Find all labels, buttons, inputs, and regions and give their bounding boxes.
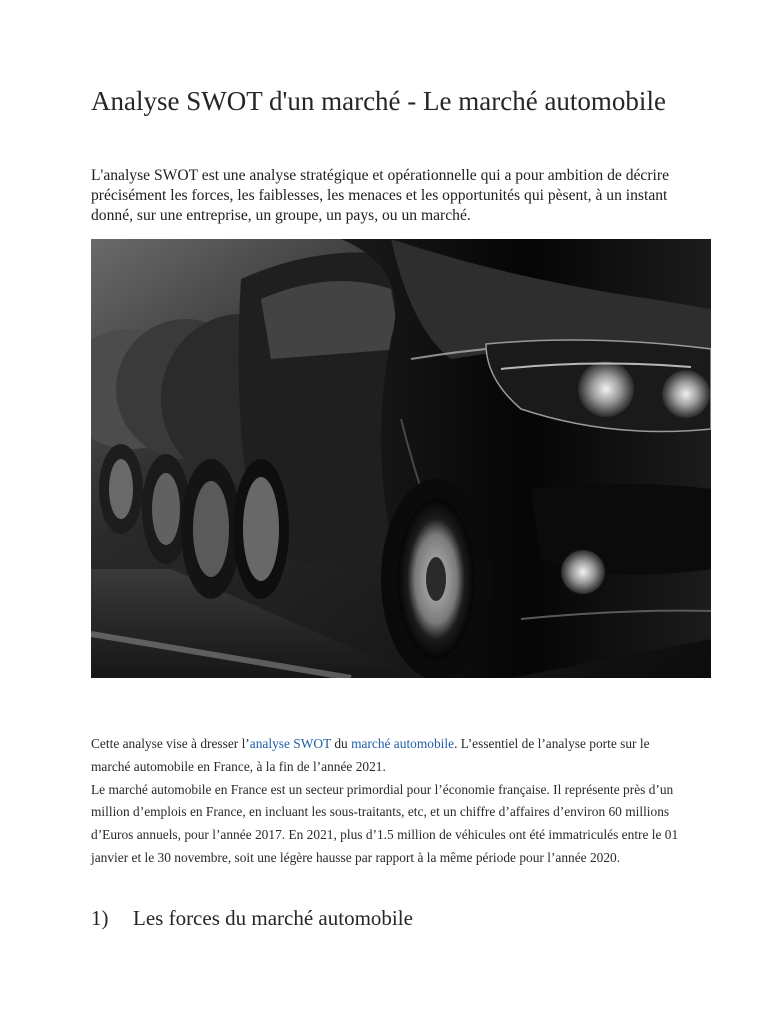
intro-paragraph: L'analyse SWOT est une analyse stratégique et opérationnelle qui a pour ambition de décrire précisément les forces, les faiblesses, les menaces et les opportunités qui pèsent, à un instant donné, sur une entreprise, un groupe, un pays, ou un marché. — [91, 167, 669, 224]
body-paragraphs — [91, 733, 691, 870]
car-photo-illustration — [91, 239, 711, 678]
section-title: Les forces du marché automobile — [133, 906, 413, 930]
paragraph2-text: Le marché automobile en France est un secteur primordial pour l’économie française. Il représente près d’un million d’emplois en France, en incluant les sous-traitants, etc, et un chiffre d’affaires d’environ 60 millions d’Euros annuels, pour l’année 2017. En 2021, plus d’1.5 million de véhicules ont été immatriculés entre le 01 janvier et le 30 novembre, soit une légère hausse par rapport à la même période pour l’année 2020. — [91, 781, 679, 865]
section-heading-forces — [91, 903, 413, 933]
paragraph1-text-end: . L’essentiel de l’analyse porte sur le marché automobile en France, à la fin de l’année 2021. — [91, 736, 650, 774]
document-title: Analyse SWOT d'un marché - Le marché automobile — [91, 86, 666, 116]
swot-analysis-link[interactable]: analyse SWOT — [249, 736, 331, 751]
paragraph1-text-start: Cette analyse vise à dresser l’ — [91, 736, 250, 751]
car-market-link[interactable]: marché automobile — [351, 736, 455, 751]
car-photo — [91, 239, 711, 678]
section-number: 1) — [91, 906, 109, 930]
paragraph1-text-middle: du — [330, 736, 352, 751]
